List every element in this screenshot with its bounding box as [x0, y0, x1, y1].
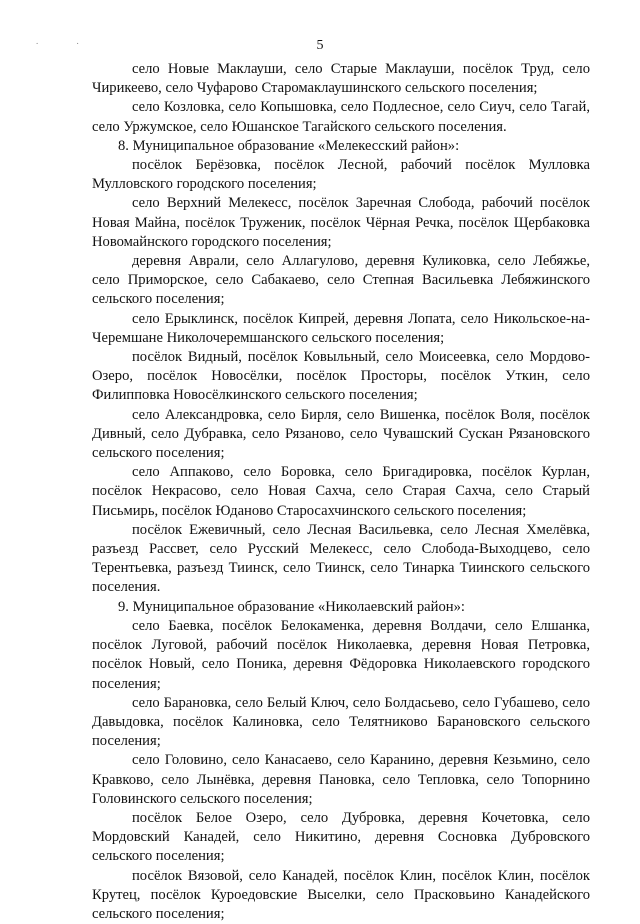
document-body — [92, 60, 590, 924]
paragraph: село Баевка, посёлок Белокаменка, деревня Волдачи, село Елшанка, посёлок Луговой, рабочий посёлок Николаевка, деревня Новая Петровка, посёлок Новый, село Поника, деревня Фёдоровка Николаевского городского поселения; — [92, 617, 590, 692]
paragraph: село Верхний Мелекесс, посёлок Заречная Слобода, рабочий посёлок Новая Майна, посёлок Труженик, посёлок Чёрная Речка, посёлок Щербаковка Новомайнского городского поселения; — [92, 195, 590, 250]
paragraph: посёлок Видный, посёлок Ковыльный, село Моисеевка, село Мордово-Озеро, посёлок Новосёлки, посёлок Просторы, посёлок Уткин, село Филипповка Новосёлкинского сельского поселения; — [92, 349, 590, 404]
paragraph: село Козловка, село Копышовка, село Подлесное, село Сиуч, село Тагай, село Уржумское, село Юшанское Тагайского сельского поселения. — [92, 99, 590, 135]
section-heading: 9. Муниципальное образование «Николаевский район»: — [118, 598, 465, 615]
paragraph: посёлок Белое Озеро, село Дубровка, деревня Кочетовка, село Мордовский Канадей, село Никитино, деревня Сосновка Дубровского сельского поселения; — [92, 809, 590, 865]
section-heading: 8. Муниципальное образование «Мелекесский район»: — [118, 137, 460, 154]
paragraph: село Барановка, село Белый Ключ, село Болдасьево, село Губашево, село Давыдовка, посёлок Калиновка, село Телятниково Барановского сельского поселения; — [92, 694, 590, 750]
paragraph: село Аппаково, село Боровка, село Бригадировка, посёлок Курлан, посёлок Некрасово, село Новая Сахча, село Старая Сахча, село Старый Письмирь, посёлок Юданово Старосахчинского сельского поселения; — [92, 464, 590, 519]
paragraph: село Новые Маклауши, село Старые Маклауши, посёлок Труд, село Чирикеево, село Чуфарово Старомаклаушинского сельского поселения; — [92, 61, 590, 97]
paragraph: посёлок Вязовой, село Канадей, посёлок Клин, посёлок Клин, посёлок Крутец, посёлок Куроедовские Выселки, село Прасковьино Канадейского сельского поселения; — [92, 867, 590, 922]
paragraph: село Ерыклинск, посёлок Кипрей, деревня Лопата, село Никольское-на-Черемшане Николочеремшанского сельского поселения; — [92, 310, 590, 346]
paragraph: село Александровка, село Бирля, село Вишенка, посёлок Воля, посёлок Дивный, село Дубравка, село Рязаново, село Чувашский Сускан Рязановского сельского поселения; — [92, 406, 590, 462]
paragraph: село Головино, село Канасаево, село Каранино, деревня Кезьмино, село Кравково, село Лынёвка, деревня Пановка, село Тепловка, село Топорнино Головинского сельского поселения; — [92, 752, 590, 807]
paragraph: посёлок Ежевичный, село Лесная Васильевка, село Лесная Хмелёвка, разъезд Рассвет, село Русский Мелекесс, село Слобода-Выходцево, село Терентьевка, разъезд Тиинск, село Тиинск, село Тинарка Тиинского сельского поселения. — [92, 521, 590, 596]
paragraph: посёлок Берёзовка, посёлок Лесной, рабочий посёлок Мулловка Мулловского городского поселения; — [92, 157, 590, 193]
scan-marks: . . — [36, 36, 97, 46]
page-number: 5 — [316, 38, 324, 53]
paragraph: деревня Аврали, село Аллагулово, деревня Куликовка, село Лебяжье, село Приморское, село Сабакаево, село Степная Васильевка Лебяжинского сельского поселения; — [92, 253, 590, 308]
